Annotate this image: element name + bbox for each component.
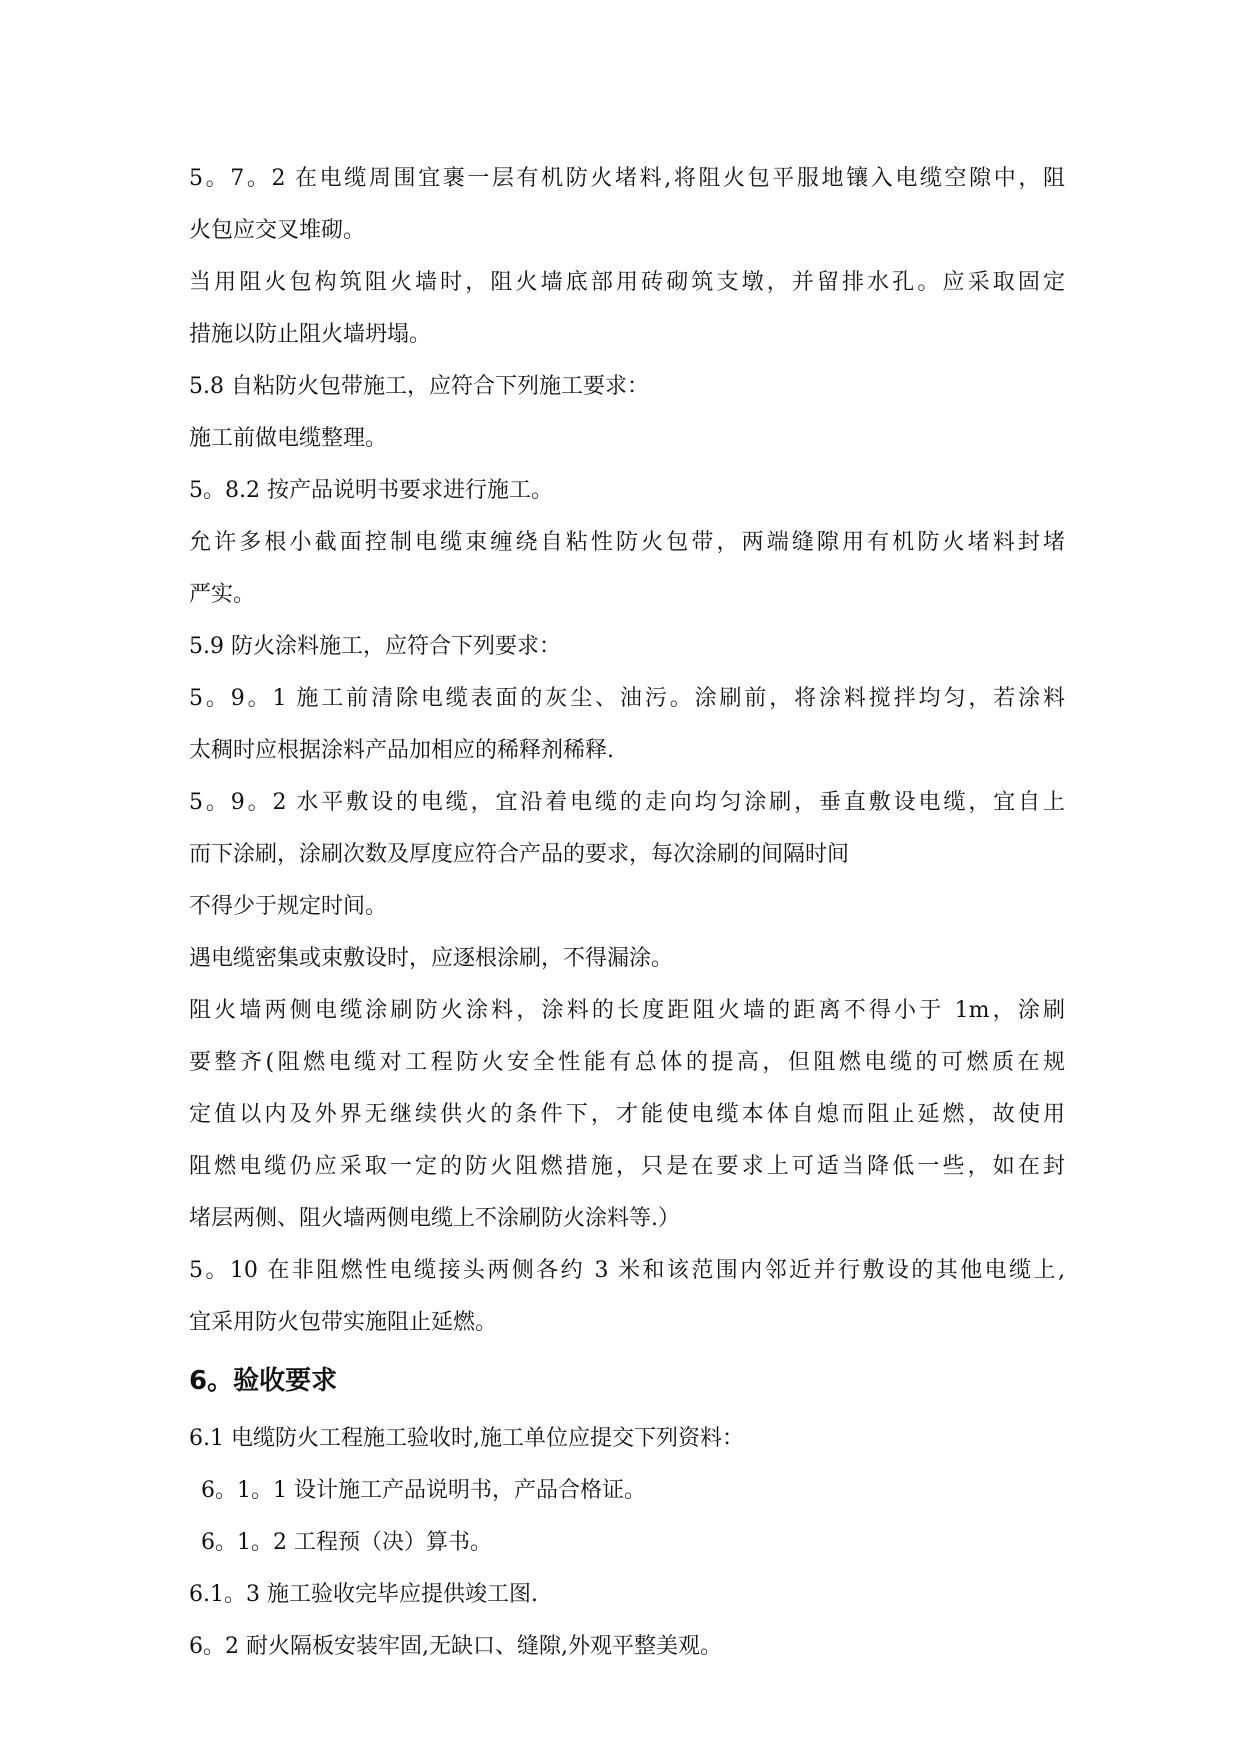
paragraph-line: 5。10 在非阻燃性电缆接头两侧各约 3 米和该范围内邻近并行敷设的其他电缆上, <box>189 1258 1065 1283</box>
paragraph-line: 堵层两侧、阻火墙两侧电缆上不涂刷防火涂料等.） <box>189 1206 680 1231</box>
paragraph-line: 5。9。1 施工前清除电缆表面的灰尘、油污。涂刷前，将涂料搅拌均匀，若涂料 <box>189 686 1065 711</box>
paragraph-line: 6.1。3 施工验收完毕应提供竣工图. <box>189 1582 538 1607</box>
paragraph-line: 阻燃电缆仍应采取一定的防火阻燃措施，只是在要求上可适当降低一些，如在封 <box>189 1154 1065 1179</box>
paragraph-line: 太稠时应根据涂料产品加相应的稀释剂稀释. <box>189 738 614 763</box>
paragraph-line: 而下涂刷，涂刷次数及厚度应符合产品的要求，每次涂刷的间隔时间 <box>189 842 850 867</box>
paragraph-line: 施工前做电缆整理。 <box>189 426 388 451</box>
paragraph-line: 6。1。1 设计施工产品说明书，产品合格证。 <box>201 1478 646 1503</box>
section-heading: 6。验收要求 <box>189 1366 338 1396</box>
paragraph-line: 6。2 耐火隔板安装牢固,无缺口、缝隙,外观平整美观。 <box>189 1634 722 1659</box>
paragraph-line: 要整齐(阻燃电缆对工程防火安全性能有总体的提高，但阻燃电缆的可燃质在规 <box>189 1050 1065 1075</box>
paragraph-line: 6。1。2 工程预（决）算书。 <box>201 1530 492 1555</box>
document-body <box>189 153 1065 1673</box>
paragraph-line: 严实。 <box>189 582 256 607</box>
paragraph-line: 遇电缆密集或束敷设时，应逐根涂刷，不得漏涂。 <box>189 946 674 971</box>
paragraph-line: 定值以内及外界无继续供火的条件下，才能使电缆本体自熄而阻止延燃，故使用 <box>189 1102 1065 1127</box>
paragraph-line: 不得少于规定时间。 <box>189 894 388 919</box>
paragraph-line: 5.8 自粘防火包带施工，应符合下列施工要求： <box>189 374 649 399</box>
paragraph-line: 宜采用防火包带实施阻止延燃。 <box>189 1310 498 1335</box>
paragraph-line: 火包应交叉堆砌。 <box>189 218 366 243</box>
paragraph-line: 5。8.2 按产品说明书要求进行施工。 <box>189 478 553 503</box>
paragraph-line: 允许多根小截面控制电缆束缠绕自粘性防火包带，两端缝隙用有机防火堵料封堵 <box>189 530 1065 555</box>
paragraph-line: 5.9 防火涂料施工，应符合下列要求： <box>189 634 561 659</box>
paragraph-line: 阻火墙两侧电缆涂刷防火涂料，涂料的长度距阻火墙的距离不得小于 1m，涂刷 <box>189 998 1065 1023</box>
paragraph-line: 6.1 电缆防火工程施工验收时,施工单位应提交下列资料： <box>189 1426 744 1451</box>
paragraph-line: 当用阻火包构筑阻火墙时，阻火墙底部用砖砌筑支墩，并留排水孔。应采取固定 <box>189 270 1065 295</box>
paragraph-line: 5。7。2 在电缆周围宜裹一层有机防火堵料,将阻火包平服地镶入电缆空隙中，阻 <box>189 166 1065 191</box>
paragraph-line: 措施以防止阻火墙坍塌。 <box>189 322 432 347</box>
paragraph-line: 5。9。2 水平敷设的电缆，宜沿着电缆的走向均匀涂刷，垂直敷设电缆，宜自上 <box>189 790 1065 815</box>
